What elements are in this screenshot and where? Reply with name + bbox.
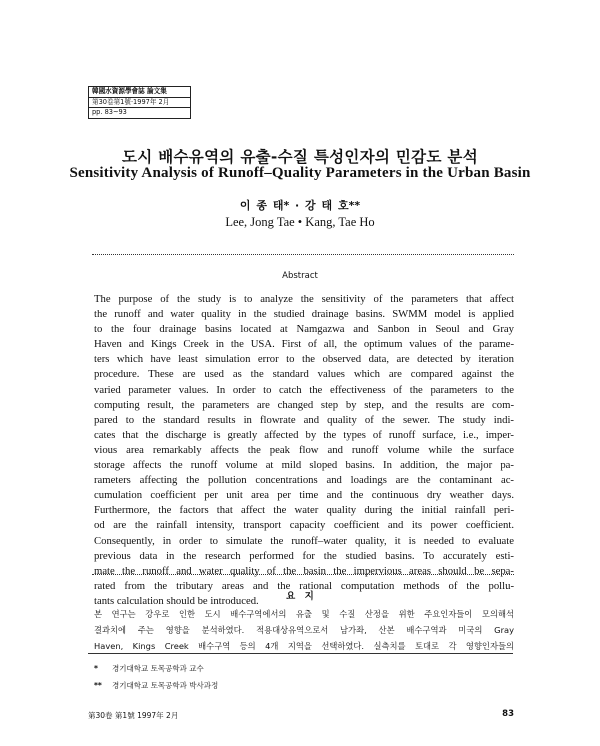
abstract-line: storage affects the runoff volume at mild sloped basins. In addition, the major pa- <box>94 459 514 472</box>
abstract-body <box>94 292 514 609</box>
abstract-line: procedure. These are used as the standard values which are compared against the <box>94 368 514 381</box>
title-english: Sensitivity Analysis of Runoff–Quality Parameters in the Urban Basin <box>69 165 531 181</box>
abstract-line: the runoff and water quality in the studied drainage basins. SWMM model is applied <box>94 308 514 321</box>
footnote-mark: * <box>94 664 98 673</box>
page-number: 83 <box>502 709 514 719</box>
abstract-line: previous data in the research performed for the studied basins. To accurately esti- <box>94 549 514 562</box>
footnote-mark: ** <box>94 681 102 690</box>
abstract-line: od are the rainfall intensity, transport capacity coefficient and its power coefficient. <box>94 519 514 532</box>
abstract-line: mate the runoff and water quality of the basin the impervious areas should be sepa- <box>94 564 514 577</box>
divider-dotted-bottom <box>92 574 514 575</box>
footnote-2 <box>94 680 218 691</box>
korean-summary-line: 본 연구는 강우로 인한 도시 배수구역에서의 유출 및 수질 산정을 위한 주요인자들이 모의해석 <box>94 609 514 619</box>
korean-summary-heading: 요 지 <box>286 591 314 602</box>
korean-summary-line: Haven, Kings Creek 배수구역 등의 4개 지역을 선택하였다. 실측치를 토대로 각 영향인자들의 <box>94 641 514 651</box>
abstract-line: cumulation coefficient per unit area per time and the continuous dry weather days. <box>94 489 514 502</box>
abstract-line: Furthermore, the factors that affect the water quality during the initial rainfall peri- <box>94 504 514 517</box>
journal-pages: pp. 83~93 <box>89 107 190 118</box>
authors-english: Lee, Jong Tae • Kang, Tae Ho <box>225 215 375 229</box>
abstract-heading: Abstract <box>282 271 318 281</box>
divider-dotted-top <box>92 254 514 255</box>
footnote-rule <box>88 653 513 654</box>
abstract-line: Haven and Kings Creek in the USA. First of all, the optimum values of the parame- <box>94 338 514 351</box>
footnote-text: 경기대학교 토목공학과 박사과정 <box>112 681 219 690</box>
abstract-line: The purpose of the study is to analyze the sensitivity of the parameters that affect <box>94 293 514 305</box>
running-footer: 第30卷 第1號 1997年 2月 <box>88 711 179 720</box>
abstract-line: pared to the standard results in flowrate and quality of the sewer. The study indi- <box>94 413 514 426</box>
korean-summary-body <box>94 606 514 654</box>
abstract-line: varied parameter values. In order to catch the effectiveness of the parameters to the <box>94 383 514 396</box>
abstract-line: tants calculation should be introduced. <box>94 594 259 607</box>
abstract-line: computing result, the parameters are changed step by step, and the results are com- <box>94 398 514 411</box>
authors-korean: 이 종 태* · 강 태 호** <box>239 199 361 212</box>
journal-name: 韓國水資源學會誌 論文集 <box>92 87 167 95</box>
footnote-text: 경기대학교 토목공학과 교수 <box>112 664 204 673</box>
journal-info-box <box>88 86 191 119</box>
abstract-line: rameters affecting the pollution concentrations and loadings are the contaminant ac- <box>94 474 514 487</box>
journal-volume: 第30卷第1號·1997年 2月 <box>89 97 190 108</box>
abstract-line: vious area remarkably affects the peak flow and runoff volume while the surface <box>94 443 514 456</box>
abstract-line: rated from the tributary areas and the rational computation methods of the pollu- <box>94 579 514 592</box>
abstract-line: ters which have least simulation error to the observed data, are detected by iteration <box>94 353 514 366</box>
korean-summary-line: 결과치에 주는 영향을 분석하였다. 적용대상유역으로서 남가좌, 산본 배수구역과 미국의 Gray <box>94 625 514 635</box>
abstract-line: to the four drainage basins located at Namgazwa and Sanbon in Seoul and Gray <box>94 323 514 336</box>
footnote-1 <box>94 663 204 674</box>
title-korean: 도시 배수유역의 유출-수질 특성인자의 민감도 분석 <box>122 148 478 166</box>
abstract-line: cates that the discharge is greatly affected by the types of runoff surface, i.e., imper- <box>94 428 514 441</box>
abstract-line: Consequently, in order to simulate the runoff–water quality, it is needed to evaluate <box>94 534 514 547</box>
